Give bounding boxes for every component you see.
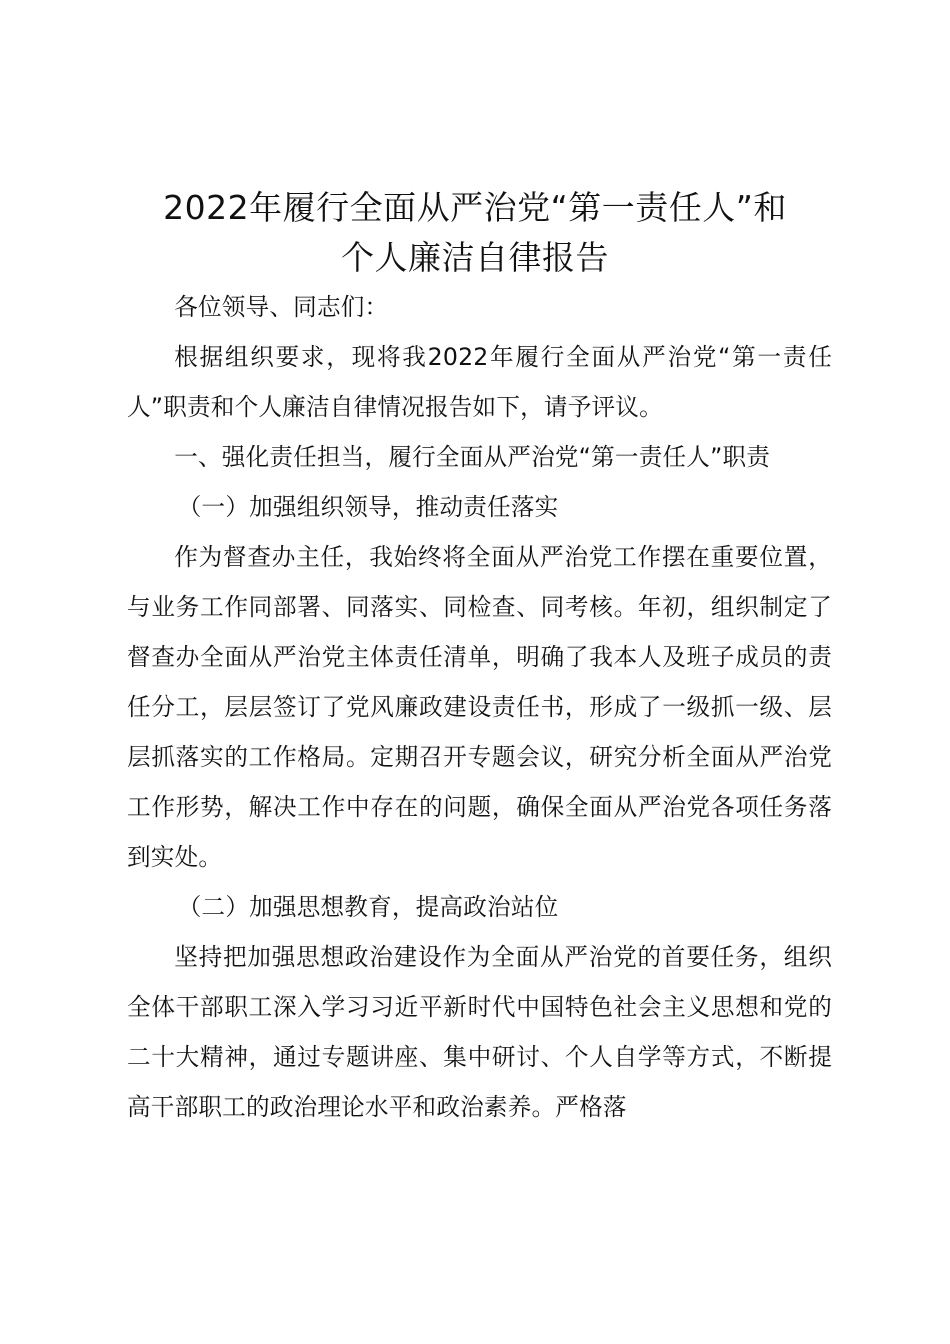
subsection-2-heading: （二）加强思想教育，提高政治站位 bbox=[177, 893, 559, 921]
document-title-line-1: 2022年履行全面从严治党“第一责任人”和 bbox=[163, 188, 787, 227]
subsection-1-heading: （一）加强组织领导，推动责任落实 bbox=[177, 493, 559, 521]
subsection-2-paragraph: 坚持把加强思想政治建设作为全面从严治党的首要任务，组织全体干部职工深入学习习近平新时代中国特色社会主义思想和党的二十大精神，通过专题讲座、集中研讨、个人自学等方式，不断提高干部职工的政治理论水平和政治素养。严格落 bbox=[127, 943, 832, 1121]
subsection-1-paragraph: 作为督查办主任，我始终将全面从严治党工作摆在重要位置，与业务工作同部署、同落实、同检查、同考核。年初，组织制定了督查办全面从严治党主体责任清单，明确了我本人及班子成员的责任分工，层层签订了党风廉政建设责任书，形成了一级抓一级、层层抓落实的工作格局。定期召开专题会议，研究分析全面从严治党工作形势，解决工作中存在的问题，确保全面从严治党各项任务落到实处。 bbox=[127, 543, 832, 871]
section-1-heading: 一、强化责任担当，履行全面从严治党“第一责任人”职责 bbox=[174, 443, 771, 471]
salutation: 各位领导、同志们： bbox=[174, 293, 389, 321]
document-title-line-2: 个人廉洁自律报告 bbox=[341, 238, 609, 277]
intro-paragraph: 根据组织要求，现将我2022年履行全面从严治党“第一责任人”职责和个人廉洁自律情况报告如下，请予评议。 bbox=[127, 343, 832, 421]
document-body bbox=[127, 282, 832, 1132]
